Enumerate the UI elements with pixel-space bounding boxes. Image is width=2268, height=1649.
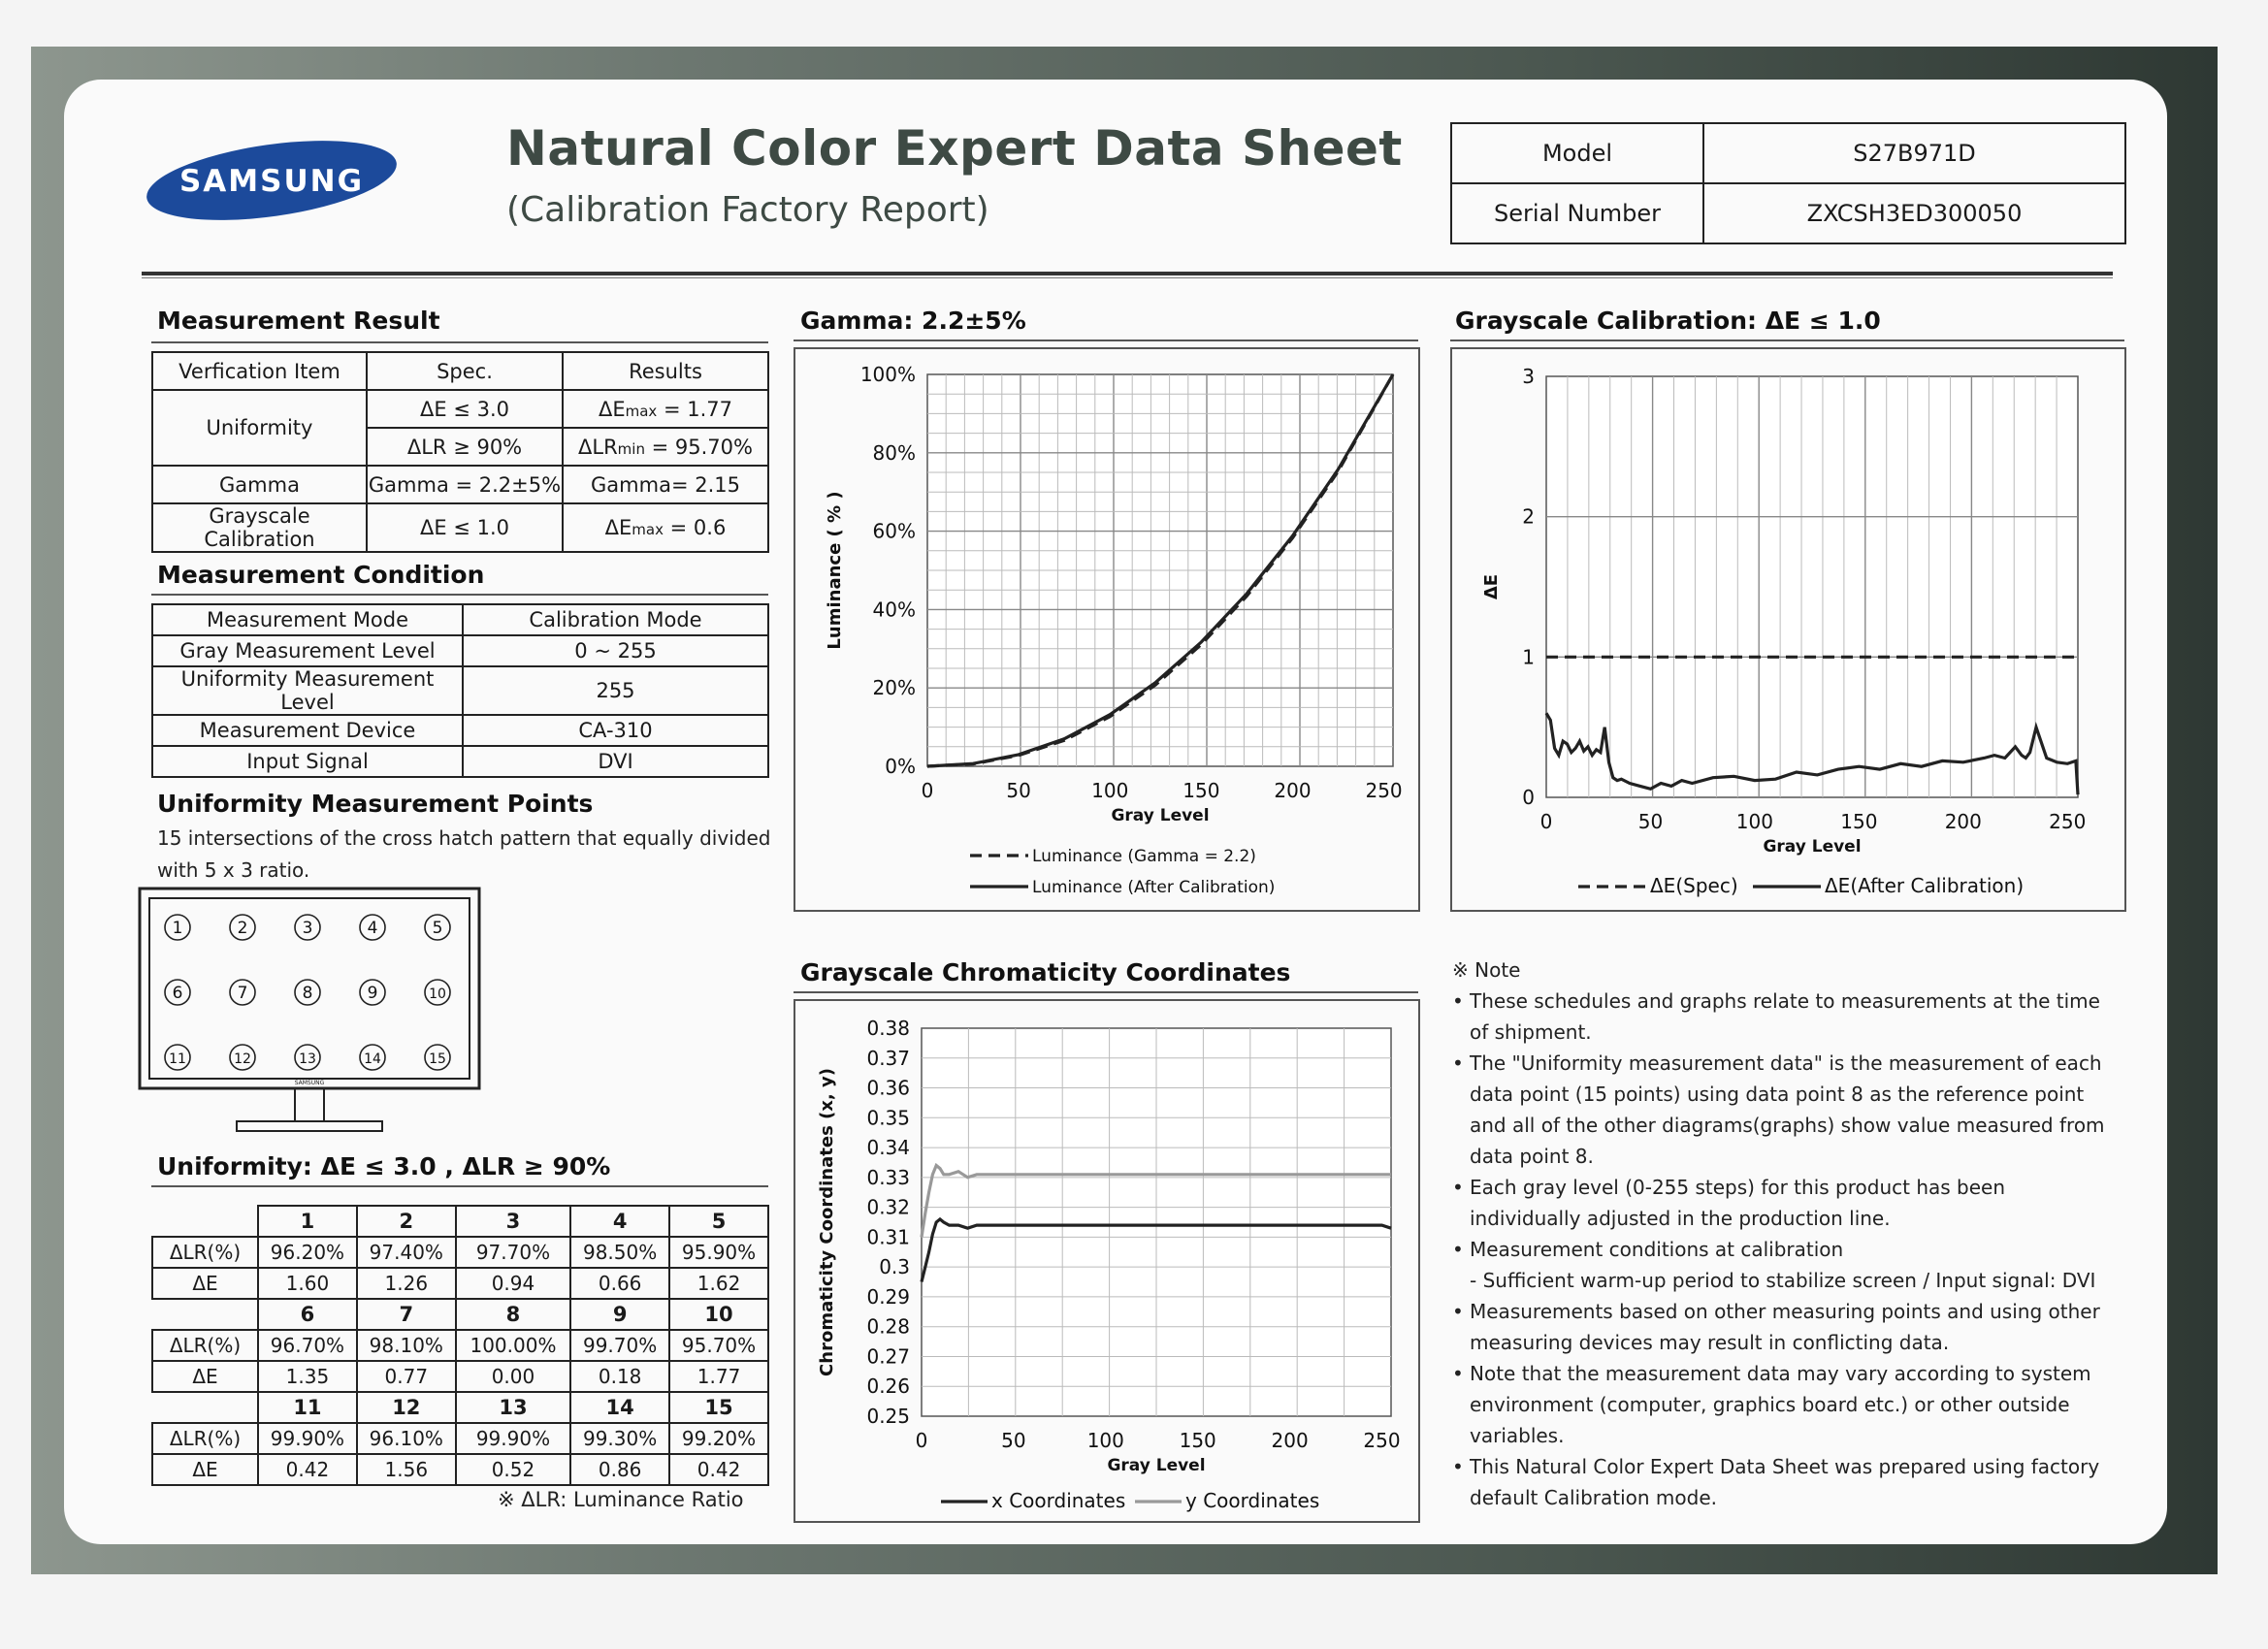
- de-value: 0.52: [456, 1454, 570, 1485]
- samsung-logo: [144, 141, 401, 220]
- lr-value: 100.00%: [456, 1330, 570, 1361]
- gamma-label: Gamma: [152, 466, 367, 503]
- measurement-condition-table: [151, 603, 769, 778]
- condition-value: DVI: [463, 746, 768, 777]
- x-tick-label: 250: [1365, 779, 1403, 802]
- gamma-result: Gamma= 2.15: [563, 466, 768, 503]
- table-row: [152, 1330, 768, 1361]
- uniformity-label: Uniformity: [152, 390, 367, 466]
- de-value: 0.42: [258, 1454, 357, 1485]
- y-tick-label: 0%: [885, 755, 916, 778]
- note-item: • Note that the measurement data may vary according to system environment (computer, graphics board etc.) or other outside variables.: [1452, 1358, 2122, 1451]
- lr-value: 96.70%: [258, 1330, 357, 1361]
- point-header: 4: [570, 1206, 669, 1237]
- model-table: [1450, 122, 2126, 244]
- x-tick-label: 50: [1637, 810, 1664, 833]
- plot-area: [1546, 376, 2078, 797]
- y-axis-label: ΔE: [1481, 573, 1502, 600]
- condition-value: Calibration Mode: [463, 604, 768, 635]
- point-header: 1: [258, 1206, 357, 1237]
- de-value: 1.35: [258, 1361, 357, 1392]
- y-tick-label: 0.32: [866, 1195, 910, 1219]
- point-label: 9: [367, 984, 378, 1003]
- point-label: 8: [302, 984, 313, 1003]
- condition-key: Gray Measurement Level: [152, 635, 463, 666]
- header-divider: [142, 272, 2113, 275]
- x-tick-label: 50: [1006, 779, 1031, 802]
- de-value: 1.62: [669, 1268, 768, 1299]
- section-underline: [151, 1185, 768, 1187]
- x-axis-label: Gray Level: [1107, 1456, 1206, 1475]
- lr-value: 97.40%: [357, 1237, 456, 1268]
- de-value: 0.42: [669, 1454, 768, 1485]
- col-spec: Spec.: [367, 352, 563, 390]
- point-header: 10: [669, 1299, 768, 1330]
- note-item: • Measurement conditions at calibration: [1452, 1234, 2122, 1265]
- grayscale-chart-title: Grayscale Calibration: ΔE ≤ 1.0: [1455, 307, 1881, 335]
- page-title: Natural Color Expert Data Sheet: [506, 120, 1403, 177]
- y-tick-label: 0.27: [866, 1344, 910, 1369]
- lr-value: 98.10%: [357, 1330, 456, 1361]
- row-label: ΔLR(%): [152, 1237, 258, 1268]
- y-tick-label: 20%: [872, 676, 916, 700]
- y-tick-label: 0.29: [866, 1284, 910, 1309]
- uniformity-points-desc-2: with 5 x 3 ratio.: [157, 858, 310, 882]
- section-underline: [794, 991, 1418, 993]
- x-tick-label: 0: [1539, 810, 1553, 833]
- grayscale-label: Grayscale Calibration: [152, 503, 367, 552]
- y-tick-label: 100%: [859, 363, 916, 386]
- uniformity-table-title: Uniformity: ΔE ≤ 3.0 , ΔLR ≥ 90%: [157, 1152, 611, 1180]
- lr-value: 99.30%: [570, 1423, 669, 1454]
- table-row: [152, 1206, 768, 1237]
- grayscale-spec: ΔE ≤ 1.0: [367, 503, 563, 552]
- x-axis-label: Gray Level: [1763, 837, 1862, 857]
- grayscale-chart-svg: [1452, 349, 2124, 910]
- gamma-chart: [794, 347, 1420, 912]
- x-tick-label: 150: [1179, 1429, 1216, 1452]
- x-tick-label: 100: [1086, 1429, 1124, 1452]
- condition-key: Input Signal: [152, 746, 463, 777]
- col-item: Verfication Item: [152, 352, 367, 390]
- blank-cell: [152, 1299, 258, 1330]
- table-row: [152, 1237, 768, 1268]
- row-label: ΔLR(%): [152, 1423, 258, 1454]
- note-item: • The "Uniformity measurement data" is the measurement of each data point (15 points) using data point 8 as the reference point and all of the other diagrams(graphs) show value measured from data point 8.: [1452, 1048, 2122, 1172]
- point-label: 13: [299, 1051, 316, 1067]
- point-header: 13: [456, 1392, 570, 1423]
- point-label: 7: [237, 984, 248, 1003]
- point-label: 2: [237, 919, 248, 938]
- point-label: 15: [429, 1051, 446, 1067]
- blank-cell: [152, 1392, 258, 1423]
- y-tick-label: 40%: [872, 598, 916, 622]
- chromaticity-chart: [794, 999, 1420, 1523]
- y-tick-label: 2: [1522, 504, 1535, 529]
- note-item: • Measurements based on other measuring points and using other measuring devices may result in conflicting data.: [1452, 1296, 2122, 1358]
- legend-label: y Coordinates: [1185, 1489, 1320, 1512]
- section-underline: [151, 594, 768, 596]
- x-tick-label: 100: [1735, 810, 1773, 833]
- brand-text: SAMSUNG: [178, 164, 365, 199]
- monitor-diagram: [136, 885, 485, 1139]
- row-label: ΔLR(%): [152, 1330, 258, 1361]
- point-header: 5: [669, 1206, 768, 1237]
- y-tick-label: 1: [1522, 645, 1535, 669]
- uniformity-table: [151, 1205, 769, 1486]
- y-tick-label: 0.37: [866, 1046, 910, 1070]
- condition-value: CA-310: [463, 715, 768, 746]
- de-value: 0.66: [570, 1268, 669, 1299]
- table-row: [152, 1361, 768, 1392]
- note-item: • These schedules and graphs relate to measurements at the time of shipment.: [1452, 986, 2122, 1048]
- col-results: Results: [563, 352, 768, 390]
- de-value: 1.77: [669, 1361, 768, 1392]
- de-value: 1.60: [258, 1268, 357, 1299]
- x-tick-label: 150: [1840, 810, 1878, 833]
- de-value: 0.00: [456, 1361, 570, 1392]
- notes-heading: ※ Note: [1452, 958, 1521, 982]
- lr-value: 99.20%: [669, 1423, 768, 1454]
- uniformity-footnote: ※ ΔLR: Luminance Ratio: [498, 1488, 744, 1511]
- x-tick-label: 150: [1183, 779, 1220, 802]
- table-row: [152, 1454, 768, 1485]
- x-tick-label: 0: [921, 779, 934, 802]
- y-tick-label: 0.28: [866, 1314, 910, 1339]
- row-label: ΔE: [152, 1268, 258, 1299]
- y-axis-label: Chromaticity Coordinates (x, y): [817, 1068, 837, 1376]
- serial-label: Serial Number: [1451, 183, 1703, 243]
- legend-label: ΔE(After Calibration): [1825, 874, 2025, 897]
- chromaticity-chart-svg: [795, 1001, 1418, 1521]
- note-item: • Each gray level (0-255 steps) for this product has been individually adjusted in the production line.: [1452, 1172, 2122, 1234]
- y-tick-label: 80%: [872, 440, 916, 465]
- x-tick-label: 100: [1091, 779, 1129, 802]
- table-row: [152, 1268, 768, 1299]
- measurement-condition-title: Measurement Condition: [157, 561, 485, 589]
- legend-label: Luminance (After Calibration): [1032, 878, 1276, 897]
- gamma-chart-title: Gamma: 2.2±5%: [800, 307, 1026, 335]
- page-subtitle: (Calibration Factory Report): [506, 190, 989, 230]
- section-underline: [1450, 340, 2124, 341]
- header-divider-thin: [142, 277, 2113, 278]
- row-label: ΔE: [152, 1361, 258, 1392]
- section-underline: [151, 341, 768, 343]
- point-label: 4: [367, 919, 378, 938]
- point-label: 3: [302, 919, 313, 938]
- blank-cell: [152, 1206, 258, 1237]
- lr-value: 99.70%: [570, 1330, 669, 1361]
- grayscale-result: ΔEmax = 0.6: [563, 503, 768, 552]
- point-label: 10: [429, 986, 446, 1002]
- point-header: 2: [357, 1206, 456, 1237]
- point-label: 14: [364, 1051, 381, 1067]
- svg-text:SAMSUNG: SAMSUNG: [294, 1080, 325, 1086]
- condition-key: Measurement Device: [152, 715, 463, 746]
- x-tick-label: 0: [915, 1429, 928, 1452]
- uniformity-points-desc-1: 15 intersections of the cross hatch pattern that equally divided: [157, 826, 771, 850]
- point-header: 9: [570, 1299, 669, 1330]
- y-tick-label: 0.3: [879, 1255, 910, 1279]
- model-value: S27B971D: [1703, 123, 2125, 183]
- y-axis-label: Luminance ( % ): [825, 491, 845, 650]
- chromaticity-chart-title: Grayscale Chromaticity Coordinates: [800, 958, 1291, 986]
- condition-key: Uniformity Measurement Level: [152, 666, 463, 715]
- lr-value: 97.70%: [456, 1237, 570, 1268]
- lr-value: 95.90%: [669, 1237, 768, 1268]
- x-tick-label: 250: [1363, 1429, 1401, 1452]
- de-value: 1.56: [357, 1454, 456, 1485]
- uniformity-result-lr: ΔLRmin = 95.70%: [563, 428, 768, 466]
- y-tick-label: 0: [1522, 786, 1535, 809]
- measurement-result-title: Measurement Result: [157, 307, 440, 335]
- condition-value: 0 ~ 255: [463, 635, 768, 666]
- y-tick-label: 60%: [872, 519, 916, 543]
- x-tick-label: 200: [1944, 810, 1982, 833]
- table-row: [152, 1392, 768, 1423]
- table-row: [152, 1423, 768, 1454]
- uniformity-result-de: ΔEmax = 1.77: [563, 390, 768, 428]
- point-header: 8: [456, 1299, 570, 1330]
- point-header: 15: [669, 1392, 768, 1423]
- y-tick-label: 3: [1522, 365, 1535, 388]
- gamma-chart-svg: [795, 349, 1418, 910]
- lr-value: 99.90%: [258, 1423, 357, 1454]
- point-header: 6: [258, 1299, 357, 1330]
- point-label: 5: [432, 919, 443, 938]
- y-tick-label: 0.35: [866, 1106, 910, 1130]
- lr-value: 96.20%: [258, 1237, 357, 1268]
- note-item: • This Natural Color Expert Data Sheet was prepared using factory default Calibration mode.: [1452, 1451, 2122, 1513]
- lr-value: 96.10%: [357, 1423, 456, 1454]
- de-value: 0.86: [570, 1454, 669, 1485]
- y-tick-label: 0.34: [866, 1136, 910, 1160]
- legend-label: ΔE(Spec): [1650, 874, 1738, 897]
- de-value: 0.18: [570, 1361, 669, 1392]
- lr-value: 98.50%: [570, 1237, 669, 1268]
- point-label: 11: [169, 1051, 186, 1067]
- point-header: 11: [258, 1392, 357, 1423]
- point-header: 3: [456, 1206, 570, 1237]
- point-label: 6: [172, 984, 183, 1003]
- point-label: 1: [172, 919, 183, 938]
- gamma-spec: Gamma = 2.2±5%: [367, 466, 563, 503]
- y-tick-label: 0.26: [866, 1374, 910, 1399]
- de-value: 0.77: [357, 1361, 456, 1392]
- table-row: [152, 1299, 768, 1330]
- point-header: 7: [357, 1299, 456, 1330]
- lr-value: 95.70%: [669, 1330, 768, 1361]
- de-value: 1.26: [357, 1268, 456, 1299]
- measurement-result-table: [151, 351, 769, 553]
- legend-label: Luminance (Gamma = 2.2): [1032, 847, 1256, 866]
- point-header: 14: [570, 1392, 669, 1423]
- section-underline: [794, 340, 1418, 341]
- x-tick-label: 200: [1274, 779, 1312, 802]
- condition-key: Measurement Mode: [152, 604, 463, 635]
- point-label: 12: [234, 1051, 251, 1067]
- x-tick-label: 200: [1271, 1429, 1309, 1452]
- note-subitem: - Sufficient warm-up period to stabilize screen / Input signal: DVI: [1470, 1269, 2096, 1292]
- lr-value: 99.90%: [456, 1423, 570, 1454]
- condition-value: 255: [463, 666, 768, 715]
- x-tick-label: 250: [2049, 810, 2087, 833]
- uniformity-points-title: Uniformity Measurement Points: [157, 790, 594, 818]
- point-header: 12: [357, 1392, 456, 1423]
- de-value: 0.94: [456, 1268, 570, 1299]
- row-label: ΔE: [152, 1454, 258, 1485]
- y-tick-label: 0.25: [866, 1405, 910, 1428]
- x-tick-label: 50: [1001, 1429, 1026, 1452]
- uniformity-spec-de: ΔE ≤ 3.0: [367, 390, 563, 428]
- grayscale-chart: [1450, 347, 2126, 912]
- y-tick-label: 0.31: [866, 1225, 910, 1249]
- x-axis-label: Gray Level: [1111, 806, 1210, 825]
- legend-label: x Coordinates: [991, 1489, 1126, 1512]
- serial-value: ZXCSH3ED300050: [1703, 183, 2125, 243]
- notes-section: [1452, 954, 2122, 1513]
- y-tick-label: 0.38: [866, 1017, 910, 1040]
- y-tick-label: 0.36: [866, 1076, 910, 1100]
- y-tick-label: 0.33: [866, 1165, 910, 1189]
- uniformity-spec-lr: ΔLR ≥ 90%: [367, 428, 563, 466]
- model-label: Model: [1451, 123, 1703, 183]
